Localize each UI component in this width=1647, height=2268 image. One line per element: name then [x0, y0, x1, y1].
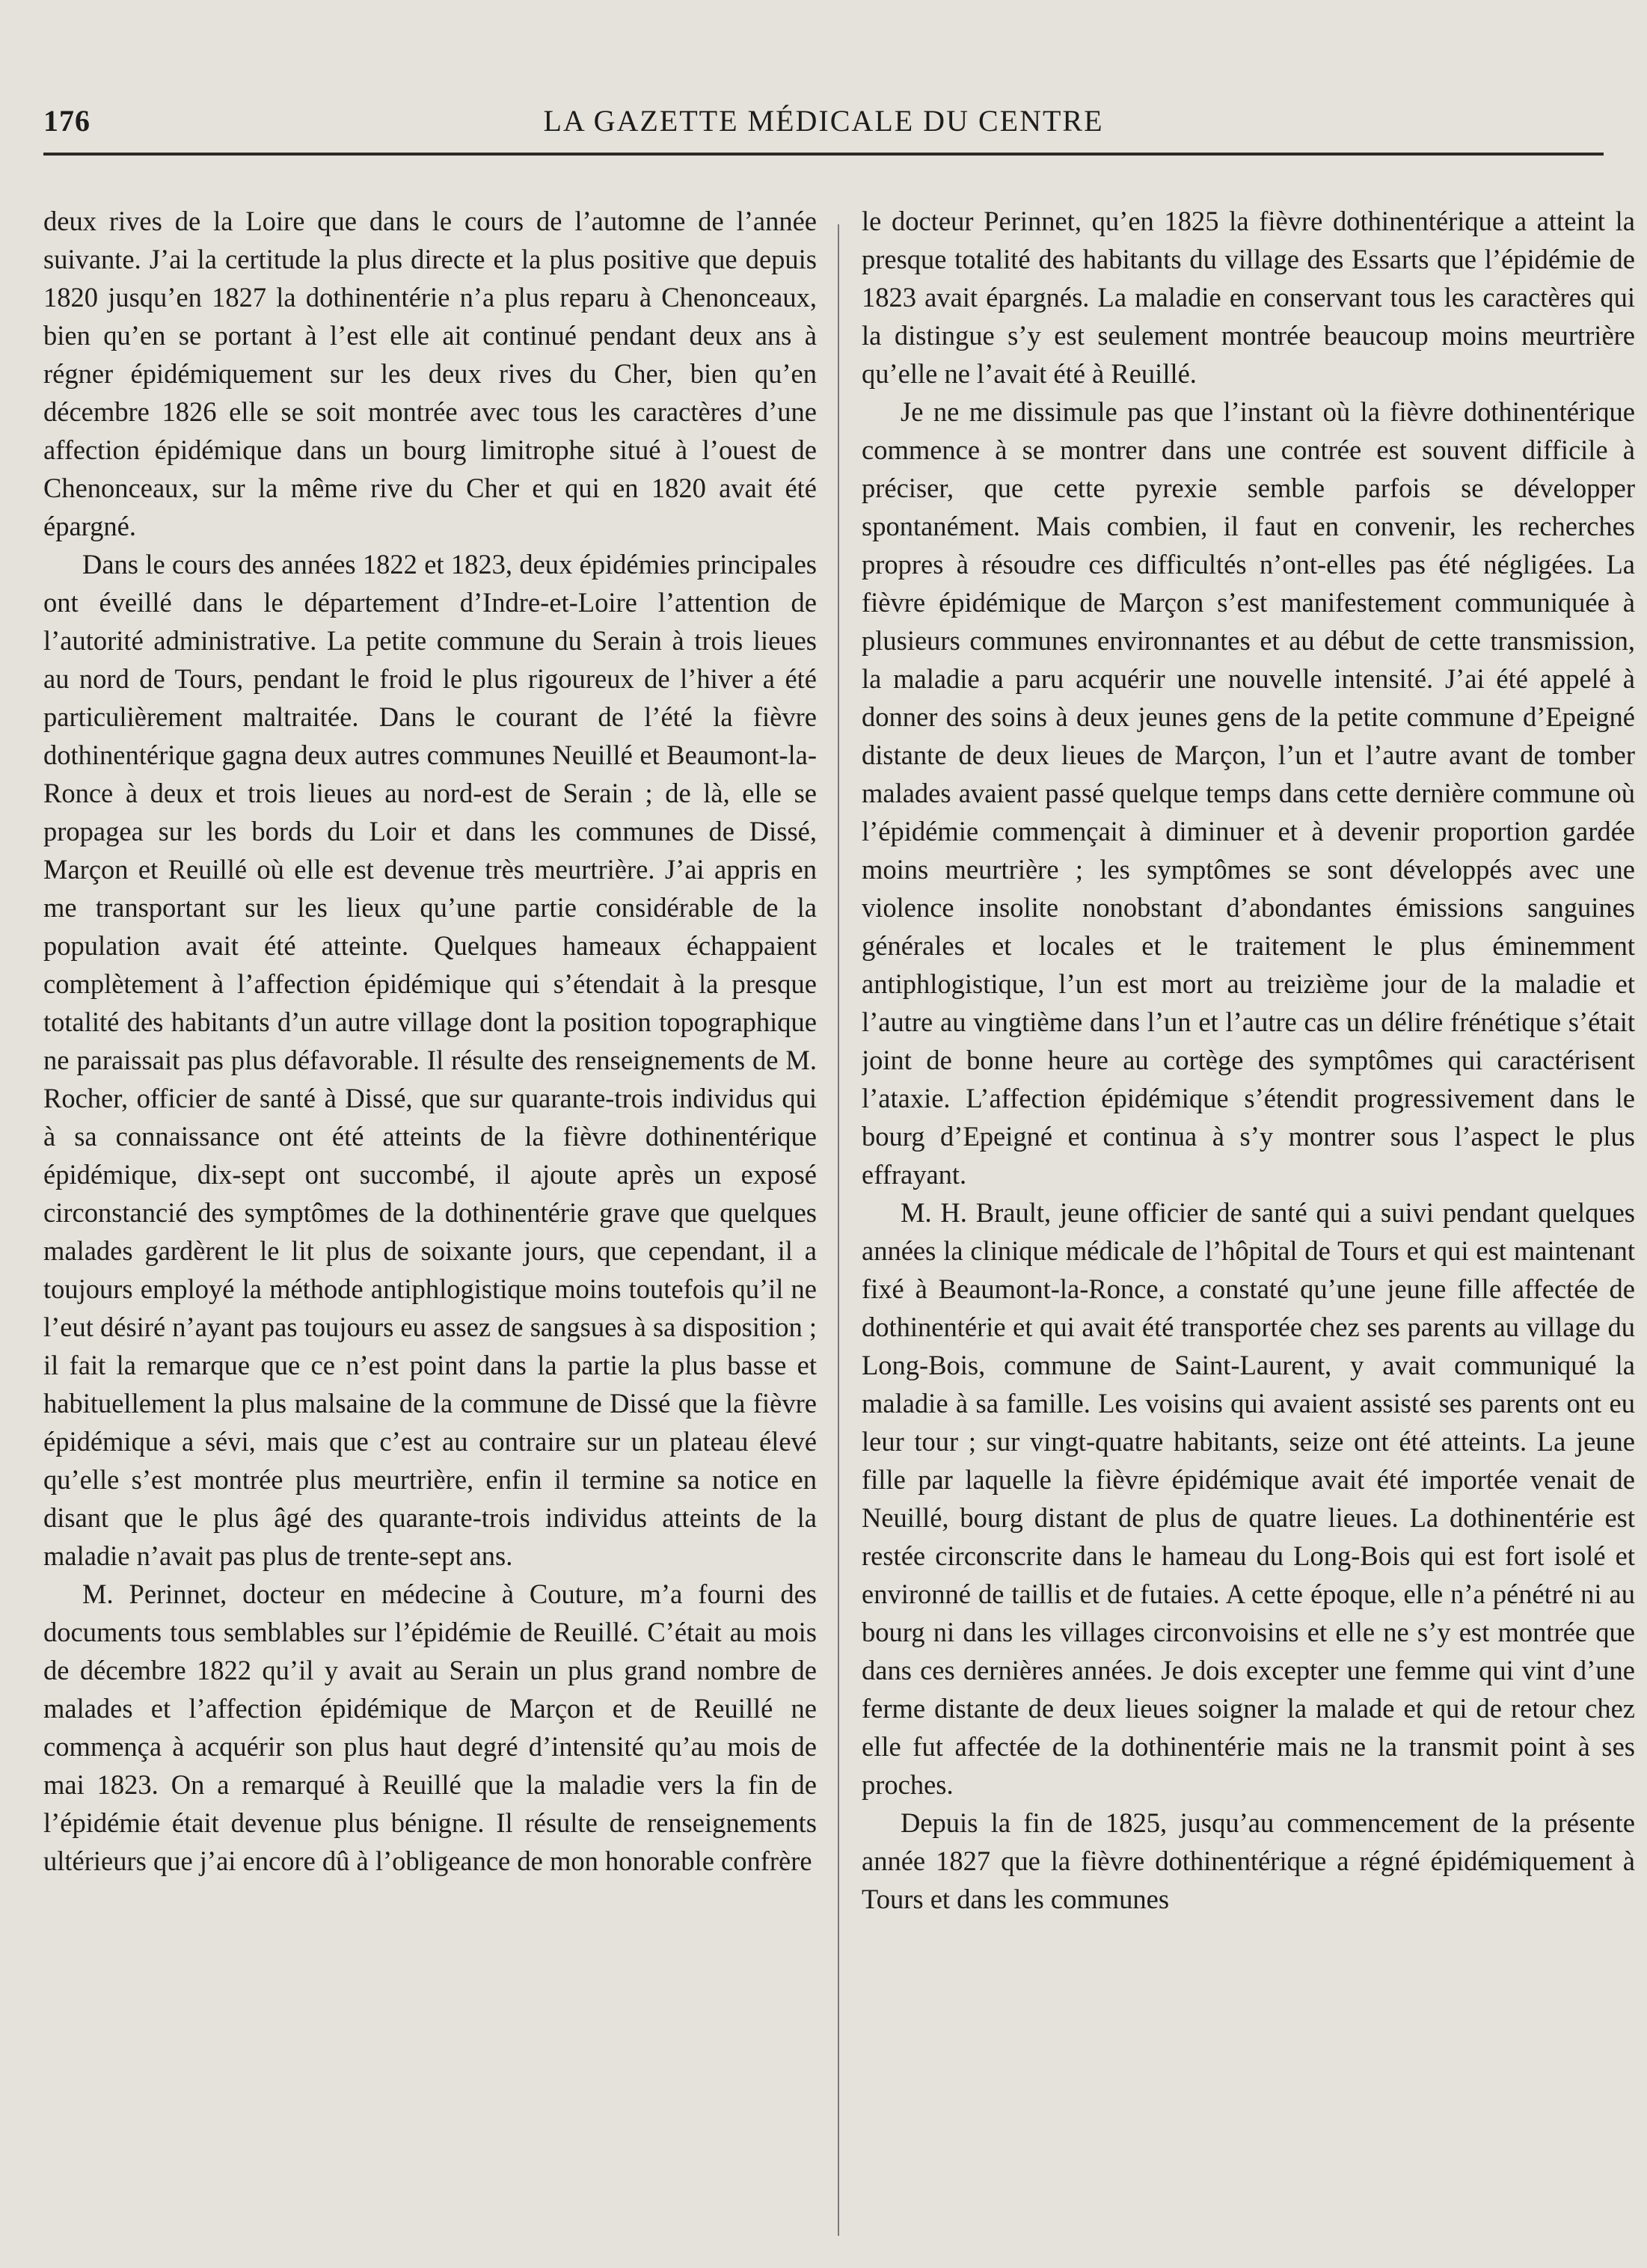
page-header: [43, 103, 1604, 148]
header-rule: [43, 153, 1604, 156]
right-paragraph-2: Je ne me dissimule pas que l’instant où la fièvre dothinentérique commence à se montrer dans une contrée est souvent difficile à préciser, que cette pyrexie semble parfois se développer spontanément. Mais combien, il faut en convenir, les recherches propres à résoudre ces difficultés n’ont-elles pas été négligées. La fièvre épidémique de Marçon s’est manifestement communiquée à plusieurs communes environnantes et au début de cette transmission, la maladie a paru acquérir une nouvelle intensité. J’ai été appelé à donner des soins à deux jeunes gens de la petite commune d’Epeigné distante de deux lieues de Marçon, l’un et l’autre avant de tomber malades avaient passé quelque temps dans cette dernière commune où l’épidémie commençait à diminuer et à devenir proportion gardée moins meurtrière ; les symptômes se sont développés avec une violence insolite nonobstant d’abondantes émissions sanguines générales et locales et le traitement le plus éminemment antiphlogistique, l’un est mort au treizième jour de la maladie et l’autre au vingtième dans l’un et l’autre cas un délire frénétique s’était joint de bonne heure au cortège des symptômes qui caractérisent l’ataxie. L’affection épidémique s’étendit progressivement dans le bourg d’Epeigné et continua à s’y montrer sous l’aspect le plus effrayant.: [862, 396, 1635, 1190]
left-paragraph-1: deux rives de la Loire que dans le cours de l’automne de l’année suivante. J’ai la certitude la plus directe et la plus positive que depuis 1820 jusqu’en 1827 la dothinentérie n’a plus reparu à Chenonceaux, bien qu’en se portant à l’est elle ait continué pendant deux ans à régner épidémiquement sur les deux rives du Cher, bien qu’en décembre 1826 elle se soit montrée avec tous les caractères d’une affection épidémique dans un bourg limitrophe situé à l’ouest de Chenonceaux, sur la même rive du Cher et qui en 1820 avait été épargné.: [43, 206, 817, 541]
text-columns: [43, 202, 1635, 2236]
right-paragraph-4: Depuis la fin de 1825, jusqu’au commencement de la présente année 1827 que la fièvre dothinentérique a régné épidémiquement à Tours et dans les communes: [862, 1807, 1635, 1914]
left-paragraph-3: M. Perinnet, docteur en médecine à Couture, m’a fourni des documents tous semblables sur l’épidémie de Reuillé. C’était au mois de décembre 1822 qu’il y avait au Serain un plus grand nombre de malades et l’affection épidémique de Marçon et de Reuillé ne commença à acquérir son plus haut degré d’intensité qu’au mois de mai 1823. On a remarqué à Reuillé que la maladie vers la fin de l’épidémie était devenue plus bénigne. Il résulte de renseignements ultérieurs que j’ai encore dû à l’obligeance de mon honorable confrère: [43, 1579, 817, 1876]
page-number: 176: [43, 104, 91, 138]
right-paragraph-3: M. H. Brault, jeune officier de santé qui a suivi pendant quelques années la clinique médicale de l’hôpital de Tours et qui est maintenant fixé à Beaumont-la-Ronce, a constaté qu’une jeune fille affectée de dothinentérie et qui avait été transportée chez ses parents au village du Long-Bois, commune de Saint-Laurent, y avait communiqué la maladie à sa famille. Les voisins qui avaient assisté ses parents ont eu leur tour ; sur vingt-quatre habitants, seize ont été atteints. La jeune fille par laquelle la fièvre épidémique avait été importée venait de Neuillé, bourg distant de plus de quatre lieues. La dothinentérie est restée circonscrite dans le hameau du Long-Bois qui est fort isolé et environné de taillis et de futaies. A cette époque, elle n’a pénétré ni au bourg ni dans les villages circonvoisins et elle ne s’y est montrée que dans ces dernières années. Je dois excepter une femme qui vint d’une ferme distante de deux lieues soigner la malade et qui de retour chez elle fut affectée de la dothinentérie mais ne la transmit point à ses proches.: [862, 1197, 1635, 1800]
right-paragraph-1: le docteur Perinnet, qu’en 1825 la fièvre dothinentérique a atteint la presque totalité des habitants du village des Essarts que l’épidémie de 1823 avait épargnés. La maladie en conservant tous les caractères qui la distingue s’y est seulement montrée beaucoup moins meurtrière qu’elle ne l’avait été à Reuillé.: [862, 206, 1635, 389]
left-column: [43, 202, 817, 2236]
column-divider: [838, 224, 839, 2236]
right-column: [862, 202, 1635, 2236]
running-title: LA GAZETTE MÉDICALE DU CENTRE: [543, 104, 1104, 138]
left-paragraph-2: Dans le cours des années 1822 et 1823, deux épidémies principales ont éveillé dans le département d’Indre-et-Loire l’attention de l’autorité administrative. La petite commune du Serain à trois lieues au nord de Tours, pendant le froid le plus rigoureux de l’hiver a été particulièrement maltraitée. Dans le courant de l’été la fièvre dothinentérique gagna deux autres communes Neuillé et Beaumont-la-Ronce à deux et trois lieues au nord-est de Serain ; de là, elle se propagea sur les bords du Loir et dans les communes de Dissé, Marçon et Reuillé où elle est devenue très meurtrière. J’ai appris en me transportant sur les lieux qu’une partie considérable de la population avait été atteinte. Quelques hameaux échappaient complètement à l’affection épidémique qui s’étendait à la presque totalité des habitants d’un autre village dont la position topographique ne paraissait pas plus défavorable. Il résulte des renseignements de M. Rocher, officier de santé à Dissé, que sur quarante-trois individus qui à sa connaissance ont été atteints de la fièvre dothinentérique épidémique, dix-sept ont succombé, il ajoute après un exposé circonstancié des symptômes de la dothinentérie grave que quelques malades gardèrent le lit plus de soixante jours, que cependant, il a toujours employé la méthode antiphlogistique moins toutefois qu’il ne l’eut désiré n’ayant pas toujours eu assez de sangsues à sa disposition ; il fait la remarque que ce n’est point dans la partie la plus basse et habituellement la plus malsaine de la commune de Dissé que la fièvre épidémique a sévi, mais que c’est au contraire sur un plateau élevé qu’elle s’est montrée plus meurtrière, enfin il termine sa notice en disant que le plus âgé des quarante-trois individus atteints de la maladie n’avait pas plus de trente-sept ans.: [43, 549, 817, 1571]
